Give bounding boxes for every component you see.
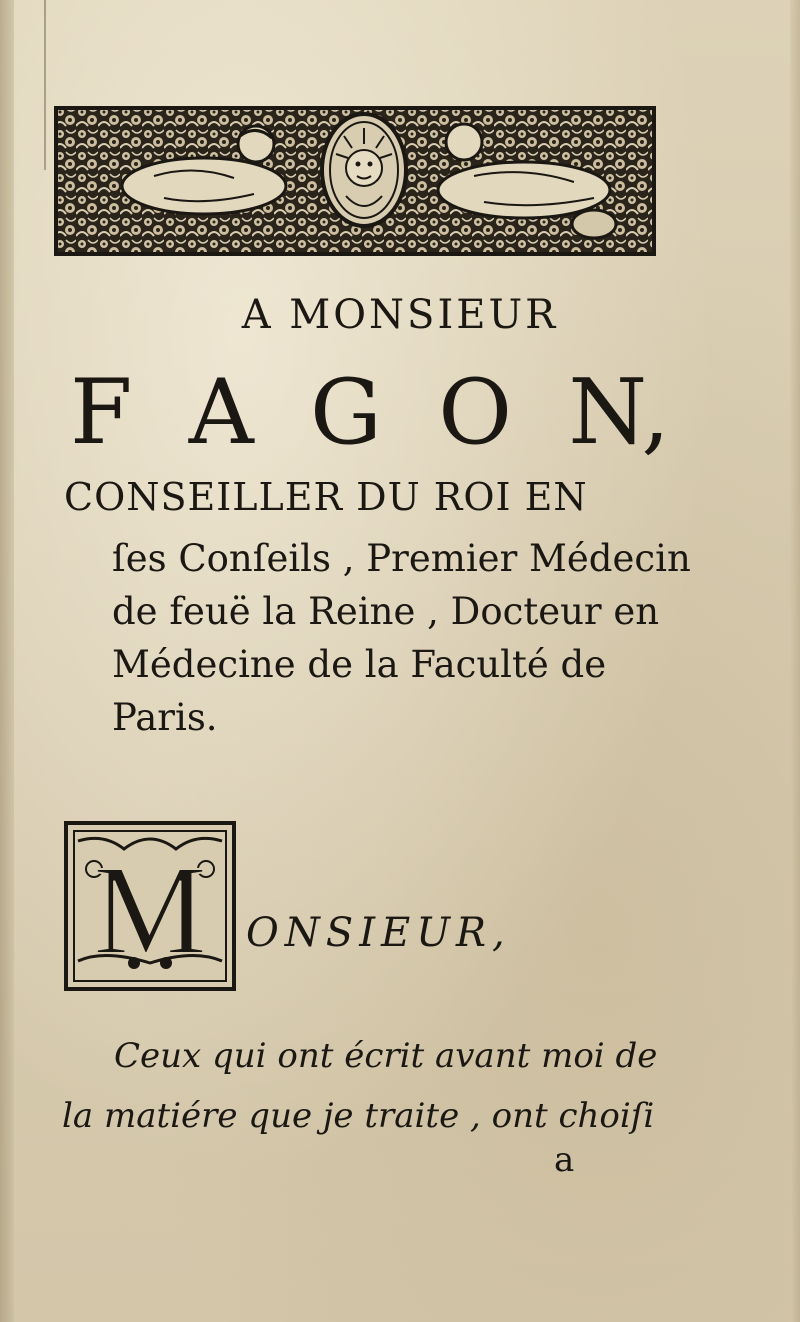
ornamental-initial-m-icon [64, 821, 236, 991]
credentials-line: de feuë la Reine , Docteur en [112, 590, 660, 633]
dedicatee-name [70, 360, 670, 465]
dedicatee-title: CONSEILLER DU ROI EN [64, 475, 588, 519]
name-letter: O [438, 360, 513, 465]
name-letter: N, [568, 360, 670, 465]
body-line: Ceux qui ont écrit avant moi de [114, 1036, 658, 1076]
body-line: la matiére que je traite , ont choiſi [62, 1096, 655, 1136]
name-letter: G [310, 360, 382, 465]
page-edge-right [790, 0, 800, 1322]
name-letter: F [70, 360, 133, 465]
credentials-line: Médecine de la Faculté de [112, 643, 607, 686]
sun-face-medallion-icon [322, 114, 406, 226]
name-letter: A [188, 360, 254, 465]
catchword: a [554, 1140, 575, 1180]
dedicatee-credentials [112, 532, 691, 744]
page-edge-left [0, 0, 14, 1322]
svg-text:M: M [93, 839, 207, 981]
letter-body [62, 1026, 662, 1146]
headpiece-ornament-icon [54, 106, 656, 256]
credentials-line: Paris. [112, 696, 218, 739]
dedication-heading: A MONSIEUR [241, 292, 559, 338]
paper-crease [44, 0, 46, 170]
salutation: ONSIEUR, [246, 910, 511, 956]
credentials-line: ſes Conſeils , Premier Médecin [112, 537, 691, 580]
